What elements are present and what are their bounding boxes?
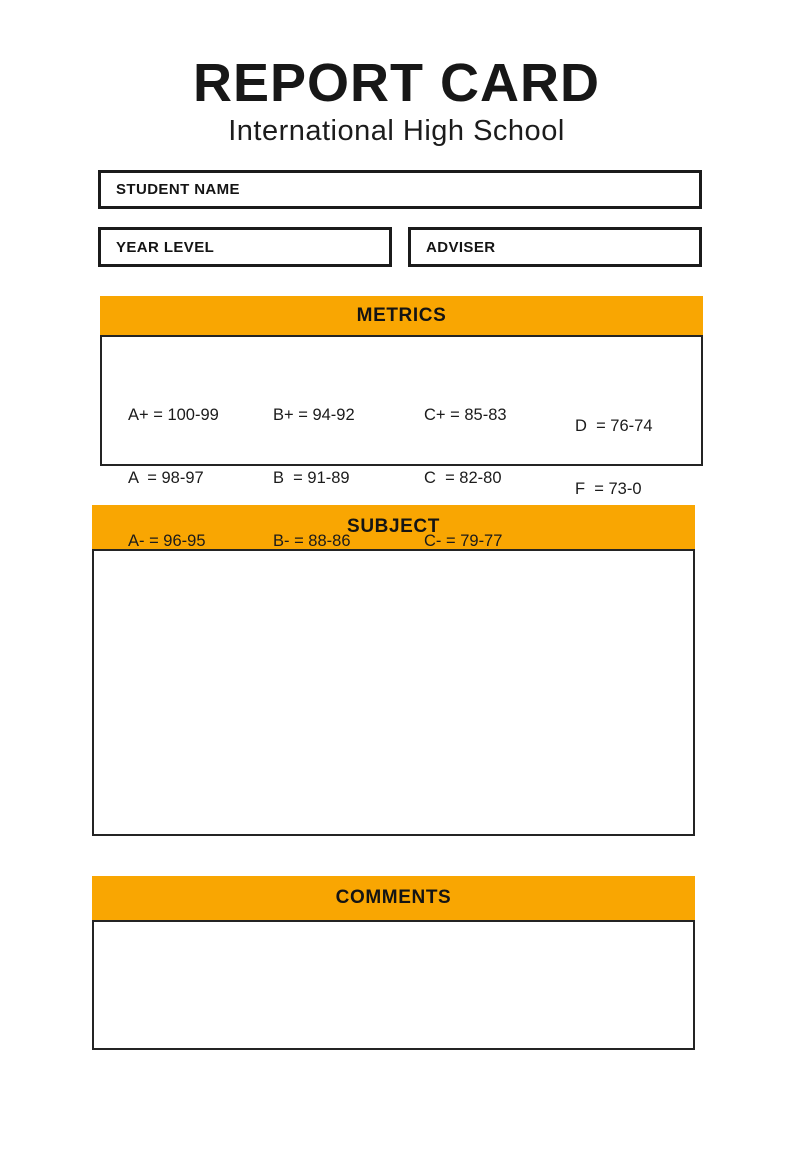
year-level-label: YEAR LEVEL: [116, 238, 215, 256]
metric-line: C = 82-80: [424, 469, 502, 488]
comments-section: [92, 876, 695, 1050]
metric-line: A+ = 100-99: [128, 406, 219, 425]
comments-header: COMMENTS: [92, 876, 695, 920]
student-name-field[interactable]: [98, 170, 702, 209]
metric-line: C- = 79-77: [424, 532, 503, 551]
metric-line: B = 91-89: [273, 469, 350, 488]
metrics-column-b: [273, 363, 355, 594]
report-card-page: [0, 52, 793, 1174]
adviser-label: ADVISER: [426, 238, 496, 256]
page-title: REPORT CARD: [192, 53, 600, 113]
adviser-field[interactable]: [408, 227, 702, 267]
subject-header: SUBJECT: [92, 505, 695, 549]
metric-line: A = 98-97: [128, 469, 204, 488]
metric-line: C+ = 85-83: [424, 406, 507, 425]
metric-line: B+ = 94-92: [273, 406, 355, 425]
fields-row: [98, 227, 702, 267]
metric-line: A- = 96-95: [128, 532, 206, 551]
metric-line: F = 73-0: [575, 480, 642, 499]
year-level-field[interactable]: [98, 227, 392, 267]
metrics-header: METRICS: [100, 296, 703, 335]
metric-line: D = 76-74: [575, 417, 653, 436]
metric-line: B- = 88-86: [273, 532, 351, 551]
metrics-column-a: [128, 363, 219, 594]
metrics-column-df: [575, 374, 653, 542]
page-subtitle: International High School: [228, 115, 565, 148]
student-name-label: STUDENT NAME: [116, 181, 240, 199]
metrics-column-c: [424, 363, 507, 594]
comments-input-area[interactable]: [92, 920, 695, 1050]
